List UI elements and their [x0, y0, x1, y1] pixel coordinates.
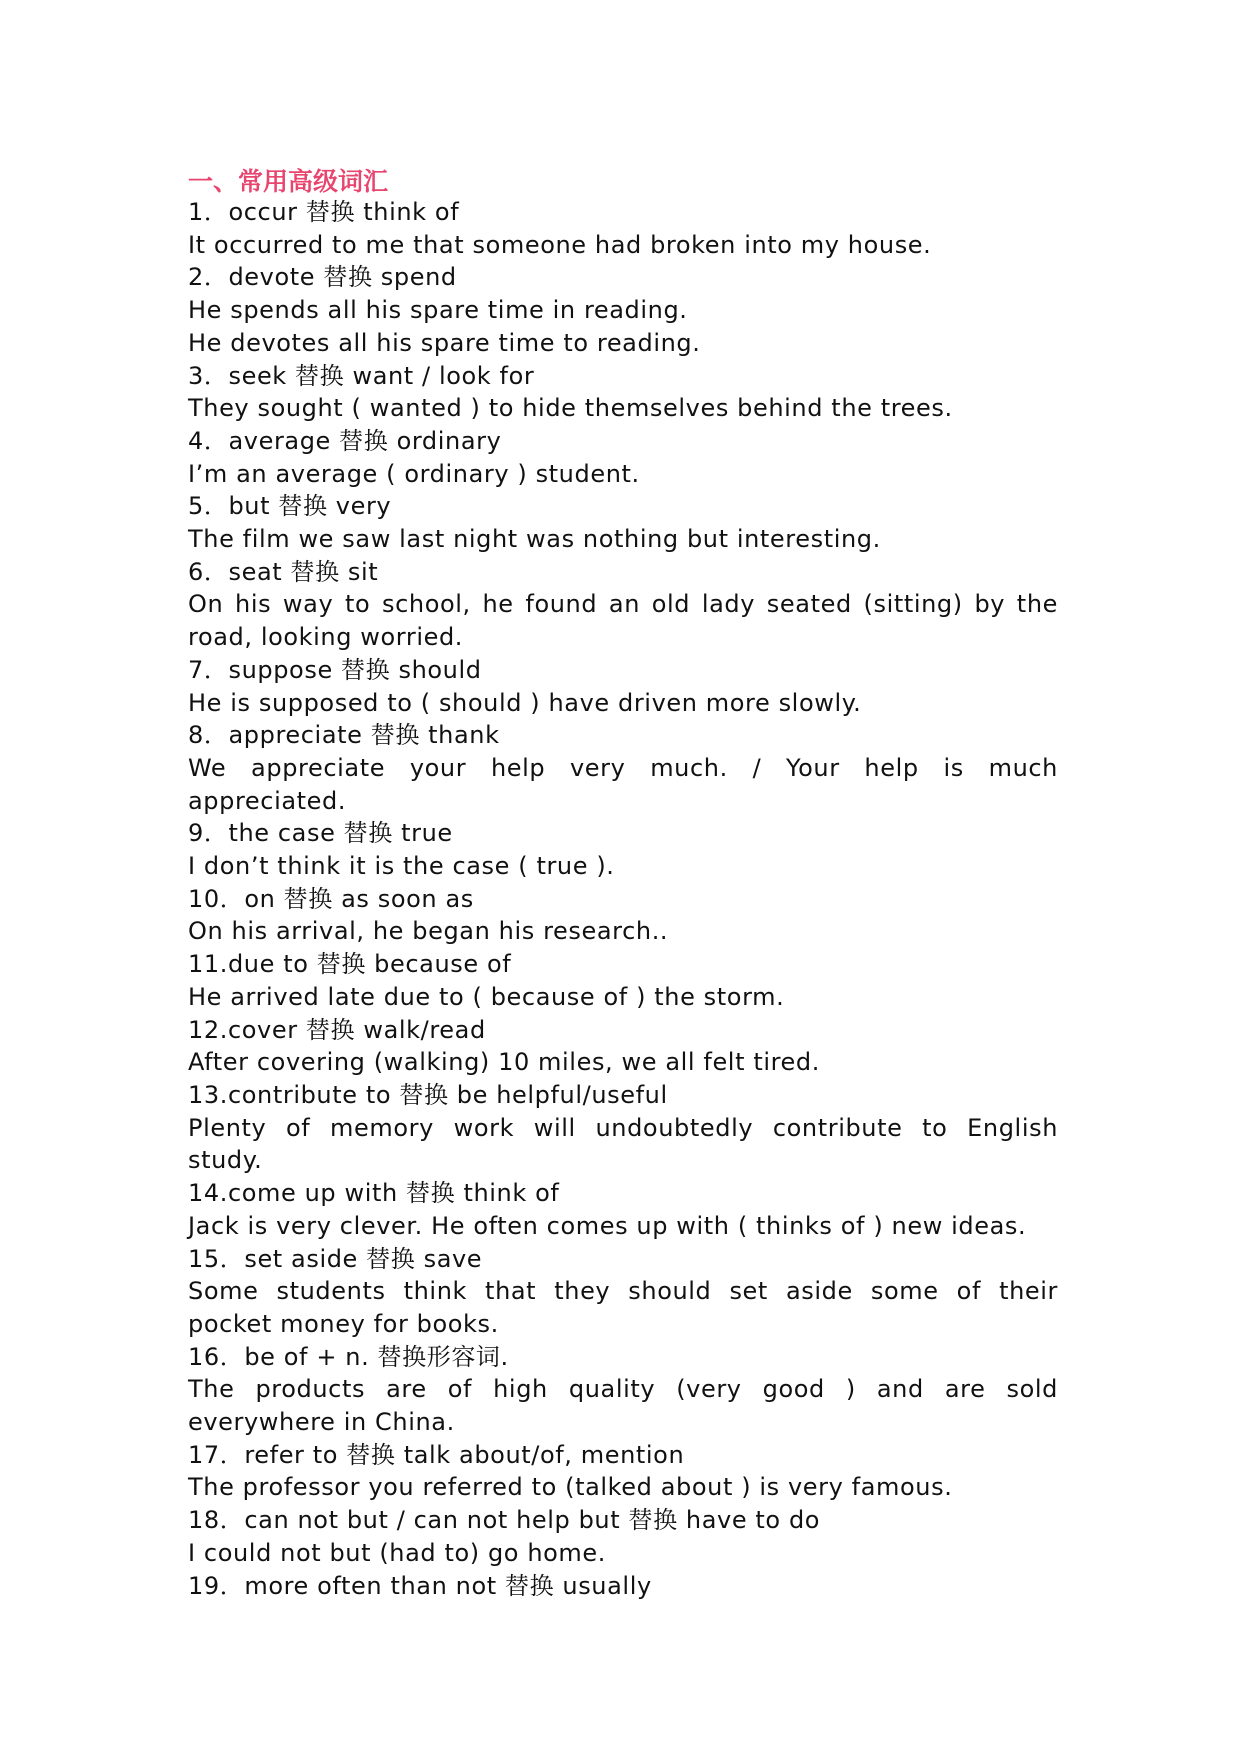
text-line: 16．be of + n. 替换形容词.	[188, 1342, 509, 1371]
text-line: road, looking worried.	[188, 623, 464, 652]
text-line: appreciated.	[188, 786, 347, 815]
text-line: Plenty of memory work will undoubtedly contribute to English	[188, 1113, 1058, 1142]
text-line: We appreciate your help very much. / Your help is much	[188, 753, 1058, 782]
text-line: 7．suppose 替换 should	[188, 655, 482, 684]
text-line: study.	[188, 1146, 263, 1175]
text-line: I could not but (had to) go home.	[188, 1538, 606, 1567]
text-line: 6．seat 替换 sit	[188, 557, 379, 586]
text-line: 13.contribute to 替换 be helpful/useful	[188, 1080, 668, 1109]
text-line: Some students think that they should set aside some of their	[188, 1277, 1058, 1306]
text-line: He devotes all his spare time to reading.	[188, 328, 701, 357]
text-line: 8．appreciate 替换 thank	[188, 721, 500, 750]
text-line: The professor you referred to (talked about ) is very famous.	[188, 1473, 953, 1502]
text-line: 17．refer to 替换 talk about/of, mention	[188, 1440, 685, 1469]
text-line: He is supposed to ( should ) have driven more slowly.	[188, 688, 862, 717]
text-line: He spends all his spare time in reading.	[188, 296, 688, 325]
document-body	[188, 168, 1058, 1602]
text-line: 12.cover 替换 walk/read	[188, 1015, 486, 1044]
vocabulary-list	[188, 196, 1058, 1602]
text-line: 10．on 替换 as soon as	[188, 884, 474, 913]
text-line: I don’t think it is the case ( true ).	[188, 852, 615, 881]
text-line: It occurred to me that someone had broken into my house.	[188, 230, 932, 259]
text-line: After covering (walking) 10 miles, we all felt tired.	[188, 1048, 820, 1077]
text-line: Jack is very clever. He often comes up with ( thinks of ) new ideas.	[188, 1211, 1027, 1240]
text-line: 19．more often than not 替换 usually	[188, 1571, 652, 1600]
text-line: 18．can not but / can not help but 替换 have to do	[188, 1506, 821, 1535]
text-line: On his way to school, he found an old lady seated (sitting) by the	[188, 590, 1058, 619]
text-line: everywhere in China.	[188, 1408, 455, 1437]
text-line: I’m an average ( ordinary ) student.	[188, 459, 640, 488]
text-line: They sought ( wanted ) to hide themselves behind the trees.	[188, 394, 953, 423]
text-line: 2．devote 替换 spend	[188, 263, 457, 292]
text-line: 5．but 替换 very	[188, 492, 392, 521]
text-line: On his arrival, he began his research..	[188, 917, 669, 946]
text-line: 14.come up with 替换 think of	[188, 1179, 560, 1208]
text-line: 9．the case 替换 true	[188, 819, 453, 848]
text-line: pocket money for books.	[188, 1309, 499, 1338]
text-line: The film we saw last night was nothing but interesting.	[188, 525, 881, 554]
text-line: He arrived late due to ( because of ) the storm.	[188, 982, 785, 1011]
section-heading: 一、常用高级词汇	[188, 167, 389, 196]
text-line: 15．set aside 替换 save	[188, 1244, 483, 1273]
text-line: The products are of high quality (very good ) and are sold	[188, 1375, 1058, 1404]
text-line: 3．seek 替换 want / look for	[188, 361, 535, 390]
text-line: 11.due to 替换 because of	[188, 950, 512, 979]
text-line: 4．average 替换 ordinary	[188, 426, 502, 455]
text-line: 1．occur 替换 think of	[188, 198, 460, 226]
